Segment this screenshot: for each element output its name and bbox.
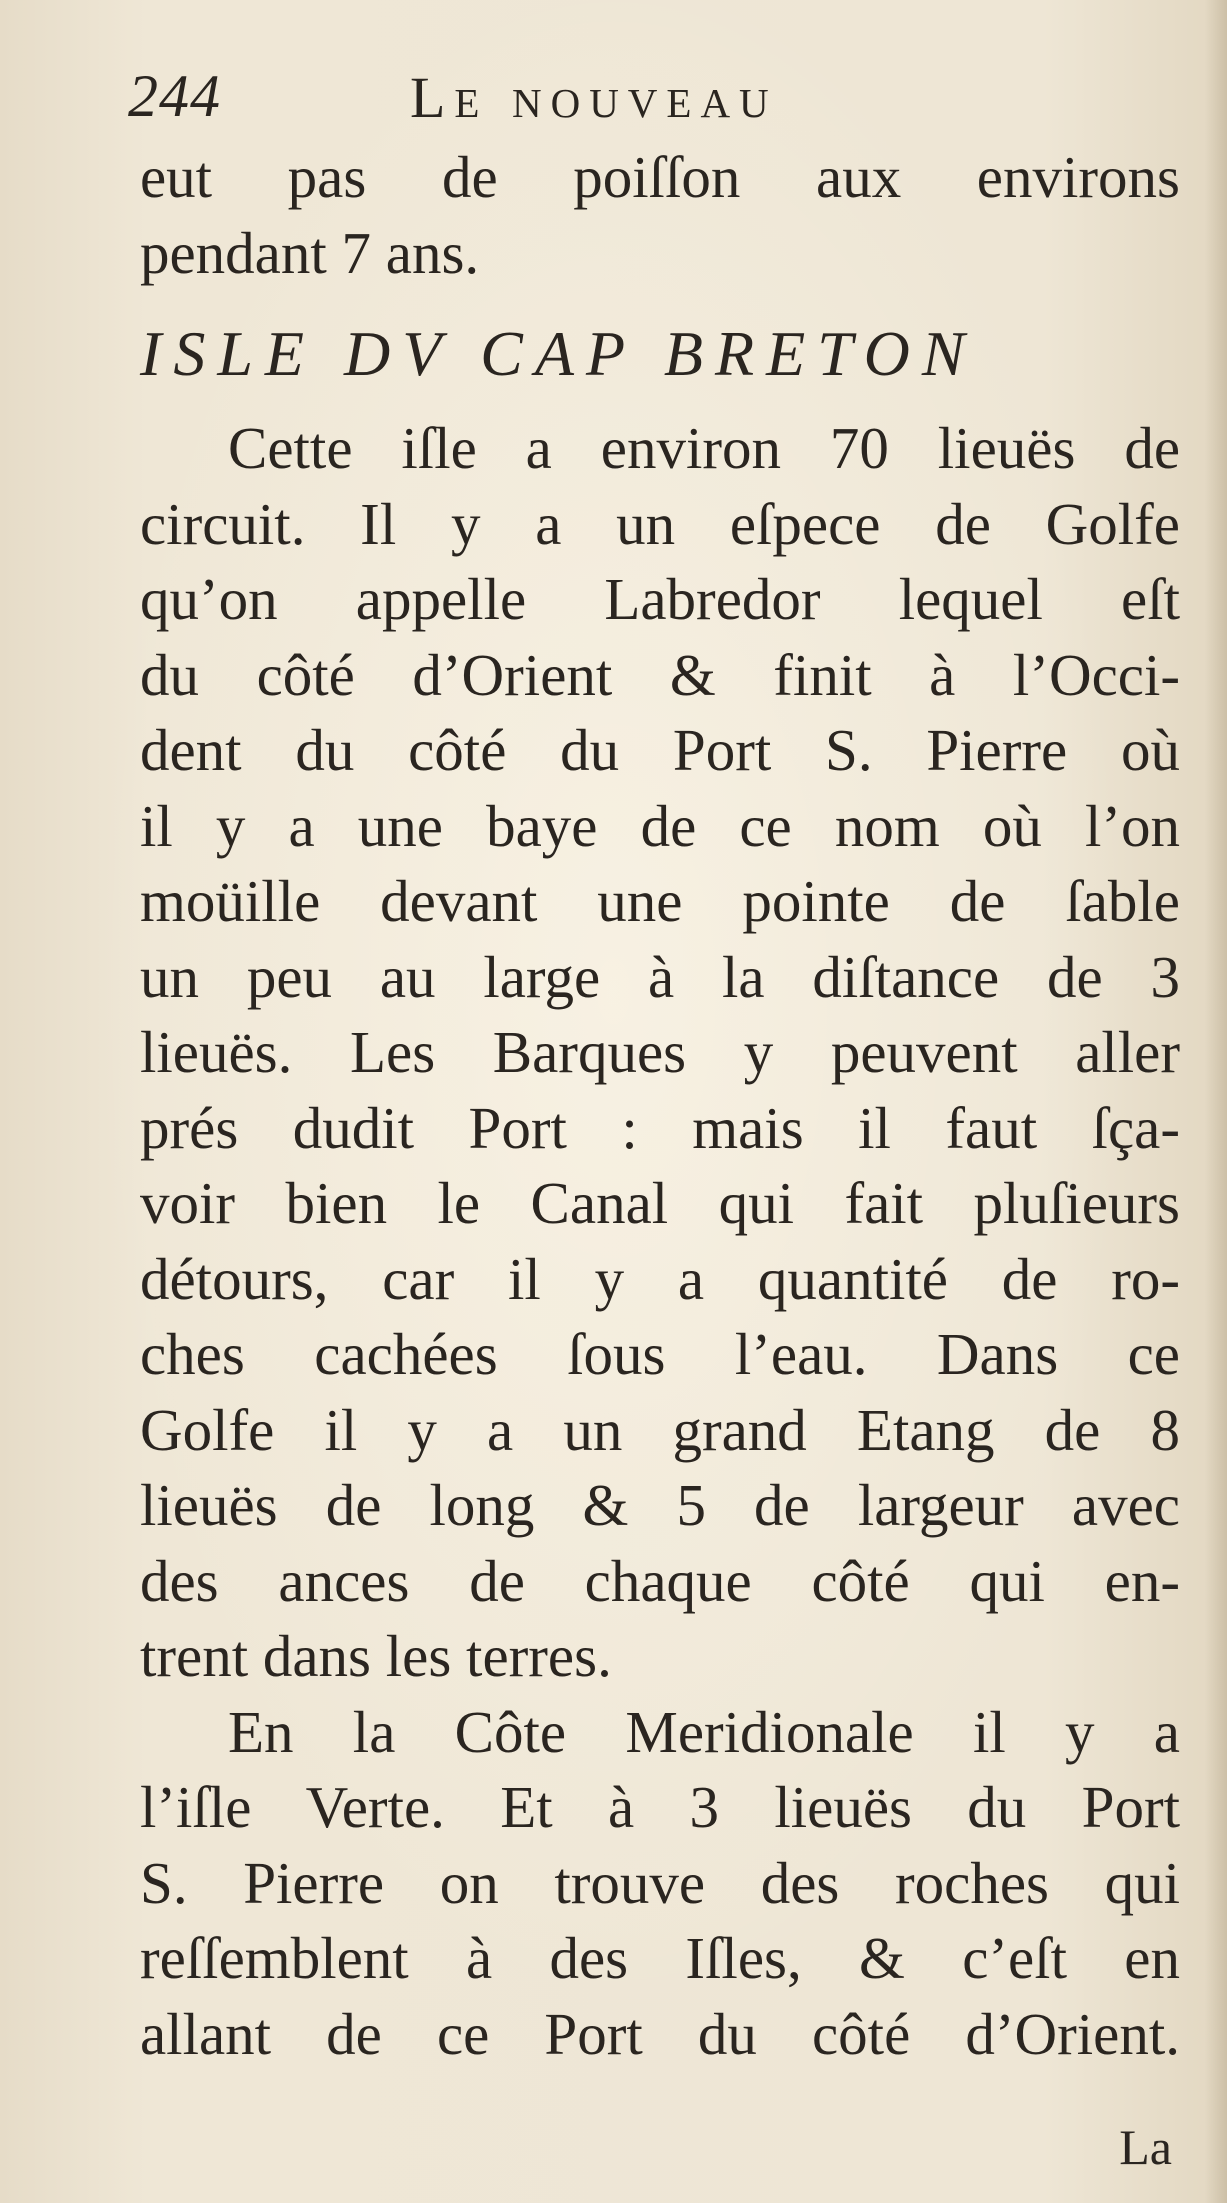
text-line: En la Côte Meridionale il y a	[228, 1698, 1180, 1765]
text-line: l’iſle Verte. Et à 3 lieuës du Port	[140, 1774, 1180, 1840]
text-line: eut pas de poiſſon aux environs	[140, 144, 1180, 210]
text-line: des ances de chaque côté qui en-	[140, 1547, 1180, 1614]
body-text	[140, 140, 1180, 2072]
page-edge-shadow	[1205, 0, 1227, 2203]
text-line: allant de ce Port du côté d’Orient.	[140, 2000, 1180, 2067]
text-line: il y a une baye de ce nom où l’on	[140, 792, 1180, 859]
text-line: dent du côté du Port S. Pierre où	[140, 717, 1180, 783]
text-line: Cette iſle a environ 70 lieuës de	[228, 415, 1180, 481]
text-line: reſſemblent à des Iſles, & c’eſt en	[140, 1925, 1180, 1991]
text-line: un peu au large à la diſtance de 3	[140, 943, 1180, 1010]
paragraph-2	[140, 1695, 1180, 2073]
text-line: détours, car il y a quantité de ro-	[140, 1245, 1180, 1312]
page-header	[128, 62, 1128, 142]
text-line: du côté d’Orient & finit à l’Occi-	[140, 641, 1180, 708]
page-number: 244	[128, 63, 221, 129]
text-line: S. Pierre on trouve des roches qui	[140, 1849, 1180, 1916]
text-line: ches cachées ſous l’eau. Dans ce	[140, 1321, 1180, 1387]
catchword: La	[1119, 2119, 1172, 2175]
text-line: lieuës. Les Barques y peuvent aller	[140, 1019, 1180, 1085]
text-line: Golfe il y a un grand Etang de 8	[140, 1396, 1180, 1463]
text-line: moüille devant une pointe de ſable	[140, 868, 1180, 934]
text-line: voir bien le Canal qui fait pluſieurs	[140, 1170, 1180, 1236]
text-line: trent dans les terres.	[140, 1623, 612, 1689]
text-line: pendant 7 ans.	[140, 219, 480, 286]
section-title: ISLE DV CAP BRETON	[140, 318, 977, 389]
text-line: lieuës de long & 5 de largeur avec	[140, 1472, 1180, 1538]
paragraph-1	[140, 411, 1180, 1695]
text-line: qu’on appelle Labredor lequel eſt	[140, 566, 1180, 632]
text-line: circuit. Il y a un eſpece de Golfe	[140, 490, 1180, 557]
running-title: Le nouveau	[410, 65, 778, 130]
text-line: prés dudit Port : mais il faut ſça-	[140, 1094, 1180, 1161]
